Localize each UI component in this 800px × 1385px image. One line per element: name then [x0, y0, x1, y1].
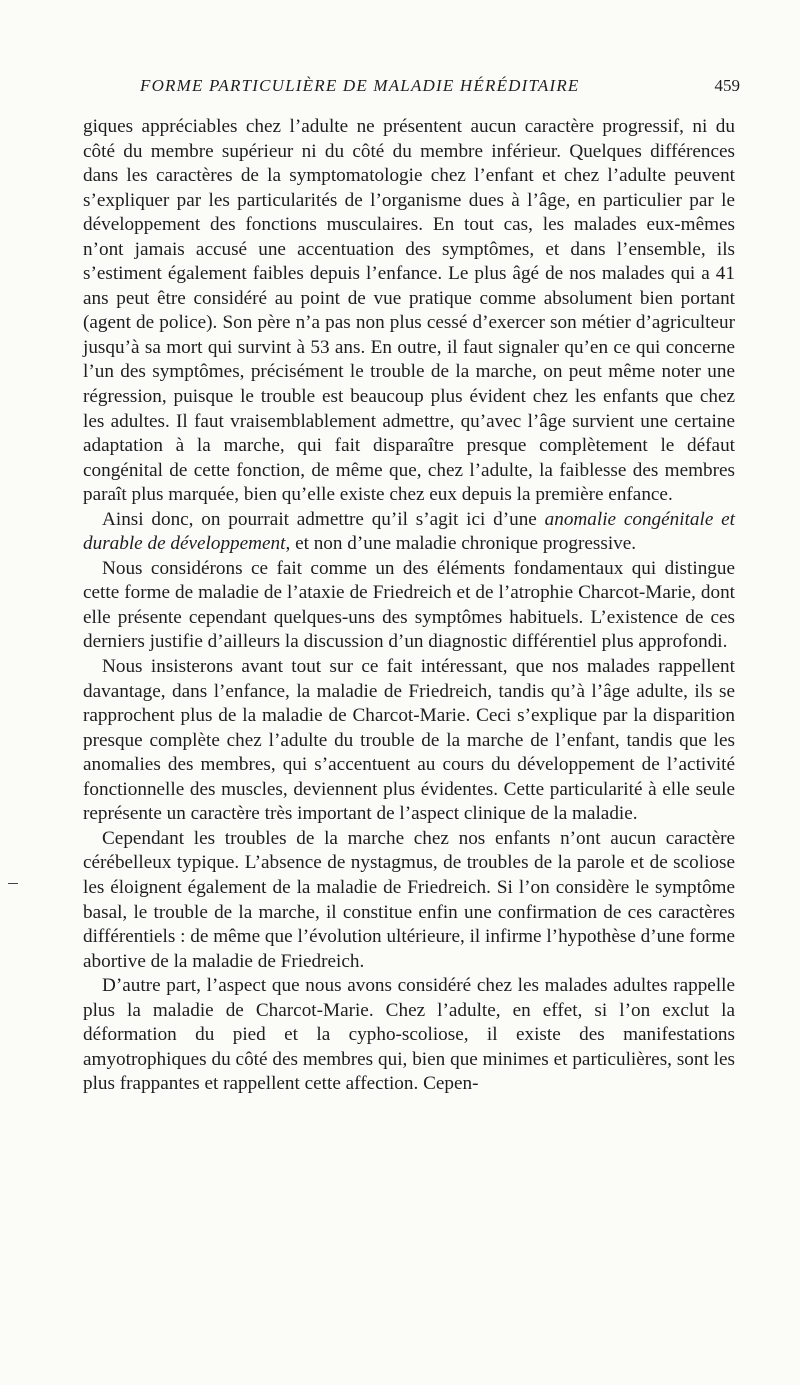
paragraph: D’autre part, l’aspect que nous avons considéré chez les malades adultes rappelle plus la maladie de Charcot-Marie. Chez l’adulte, en effet, si l’on exclut la déformation du pied et la cypho-scoliose, il existe des manifestations amyotrophiques du côté des membres qui, bien que minimes et particulières, sont les plus frappantes et rappellent cette affection. Cepen- — [83, 975, 735, 1095]
paragraph-text: Ainsi donc, on pourrait admettre qu’il s’agit ici d’une — [102, 508, 545, 530]
page-number: 459 — [714, 76, 740, 95]
paragraph: Nous considérons ce fait comme un des éléments fondamentaux qui distingue cette forme de maladie de l’ataxie de Friedreich et de l’atrophie Charcot-Marie, dont elle présente cependant quelques-uns des symptômes habituels. L’existence de ces derniers justifie d’ailleurs la discussion d’un diagnostic différentiel plus approfondi. — [83, 557, 735, 653]
paragraph-conclusion — [83, 508, 735, 557]
paragraph: Cependant les troubles de la marche chez nos enfants n’ont aucun caractère cérébelleux typique. L’absence de nystagmus, de troubles de la parole et de scoliose les éloignent également de la maladie de Friedreich. Si l’on considère le symptôme basal, le trouble de la marche, il constitue enfin une confirmation de ces caractères différentiels : de même que l’évolution ultérieure, il infirme l’hypothèse d’une forme abortive de la maladie de Friedreich. — [83, 827, 735, 972]
page-header — [140, 76, 740, 100]
margin-mark — [8, 883, 18, 884]
body-text — [83, 115, 735, 1097]
paragraph-continuation: giques appréciables chez l’adulte ne présentent aucun caractère progressif, ni du côté du membre supérieur ni du côté du membre inférieur. Quelques différences dans les caractères de la symptomatologie chez l’enfant et chez l’adulte peuvent s’expliquer par les particularités de l’organisme dues à l’âge, en particulier par le développement des fonctions musculaires. En tout cas, les malades eux-mêmes n’ont jamais accusé une accentuation des symptômes, et dans l’ensemble, ils s’estiment également faibles depuis l’enfance. Le plus âgé de nos malades qui a 41 ans peut être considéré au point de vue pratique comme absolument bien portant (agent de police). Son père n’a pas non plus cessé d’exercer son métier d’agriculteur jusqu’à sa mort qui survint à 53 ans. En outre, il faut signaler qu’en ce qui concerne l’un des symptômes, précisément le trouble de la marche, on peut même noter une régression, puisque le trouble est beaucoup plus évident chez les enfants que chez les adultes. Il faut vraisemblablement admettre, qu’avec l’âge survient une certaine adaptation à la marche, qui fait disparaître presque complètement le défaut congénital de cette fonction, de même que, chez l’adulte, la faiblesse des membres paraît plus marquée, bien qu’elle existe chez eux depuis la première enfance. — [83, 116, 735, 506]
paragraph-text: , et non d’une maladie chronique progressive. — [285, 533, 637, 555]
paragraph: Nous insisterons avant tout sur ce fait intéressant, que nos malades rappellent davantage, dans l’enfance, la maladie de Friedreich, tandis qu’à l’âge adulte, ils se rapprochent plus de la maladie de Charcot-Marie. Ceci s’explique par la disparition presque complète chez l’adulte du trouble de la marche de l’enfant, tandis que les anomalies des membres, qui s’accentuent au cours du développement de l’activité fonctionnelle des muscles, deviennent plus évidentes. Cette particularité à elle seule représente un caractère très important de l’aspect clinique de la maladie. — [83, 656, 735, 825]
running-title: FORME PARTICULIÈRE DE MALADIE HÉRÉDITAIRE — [140, 76, 580, 95]
emphasis-text: anomalie congénitale et durable de développement — [83, 508, 735, 555]
